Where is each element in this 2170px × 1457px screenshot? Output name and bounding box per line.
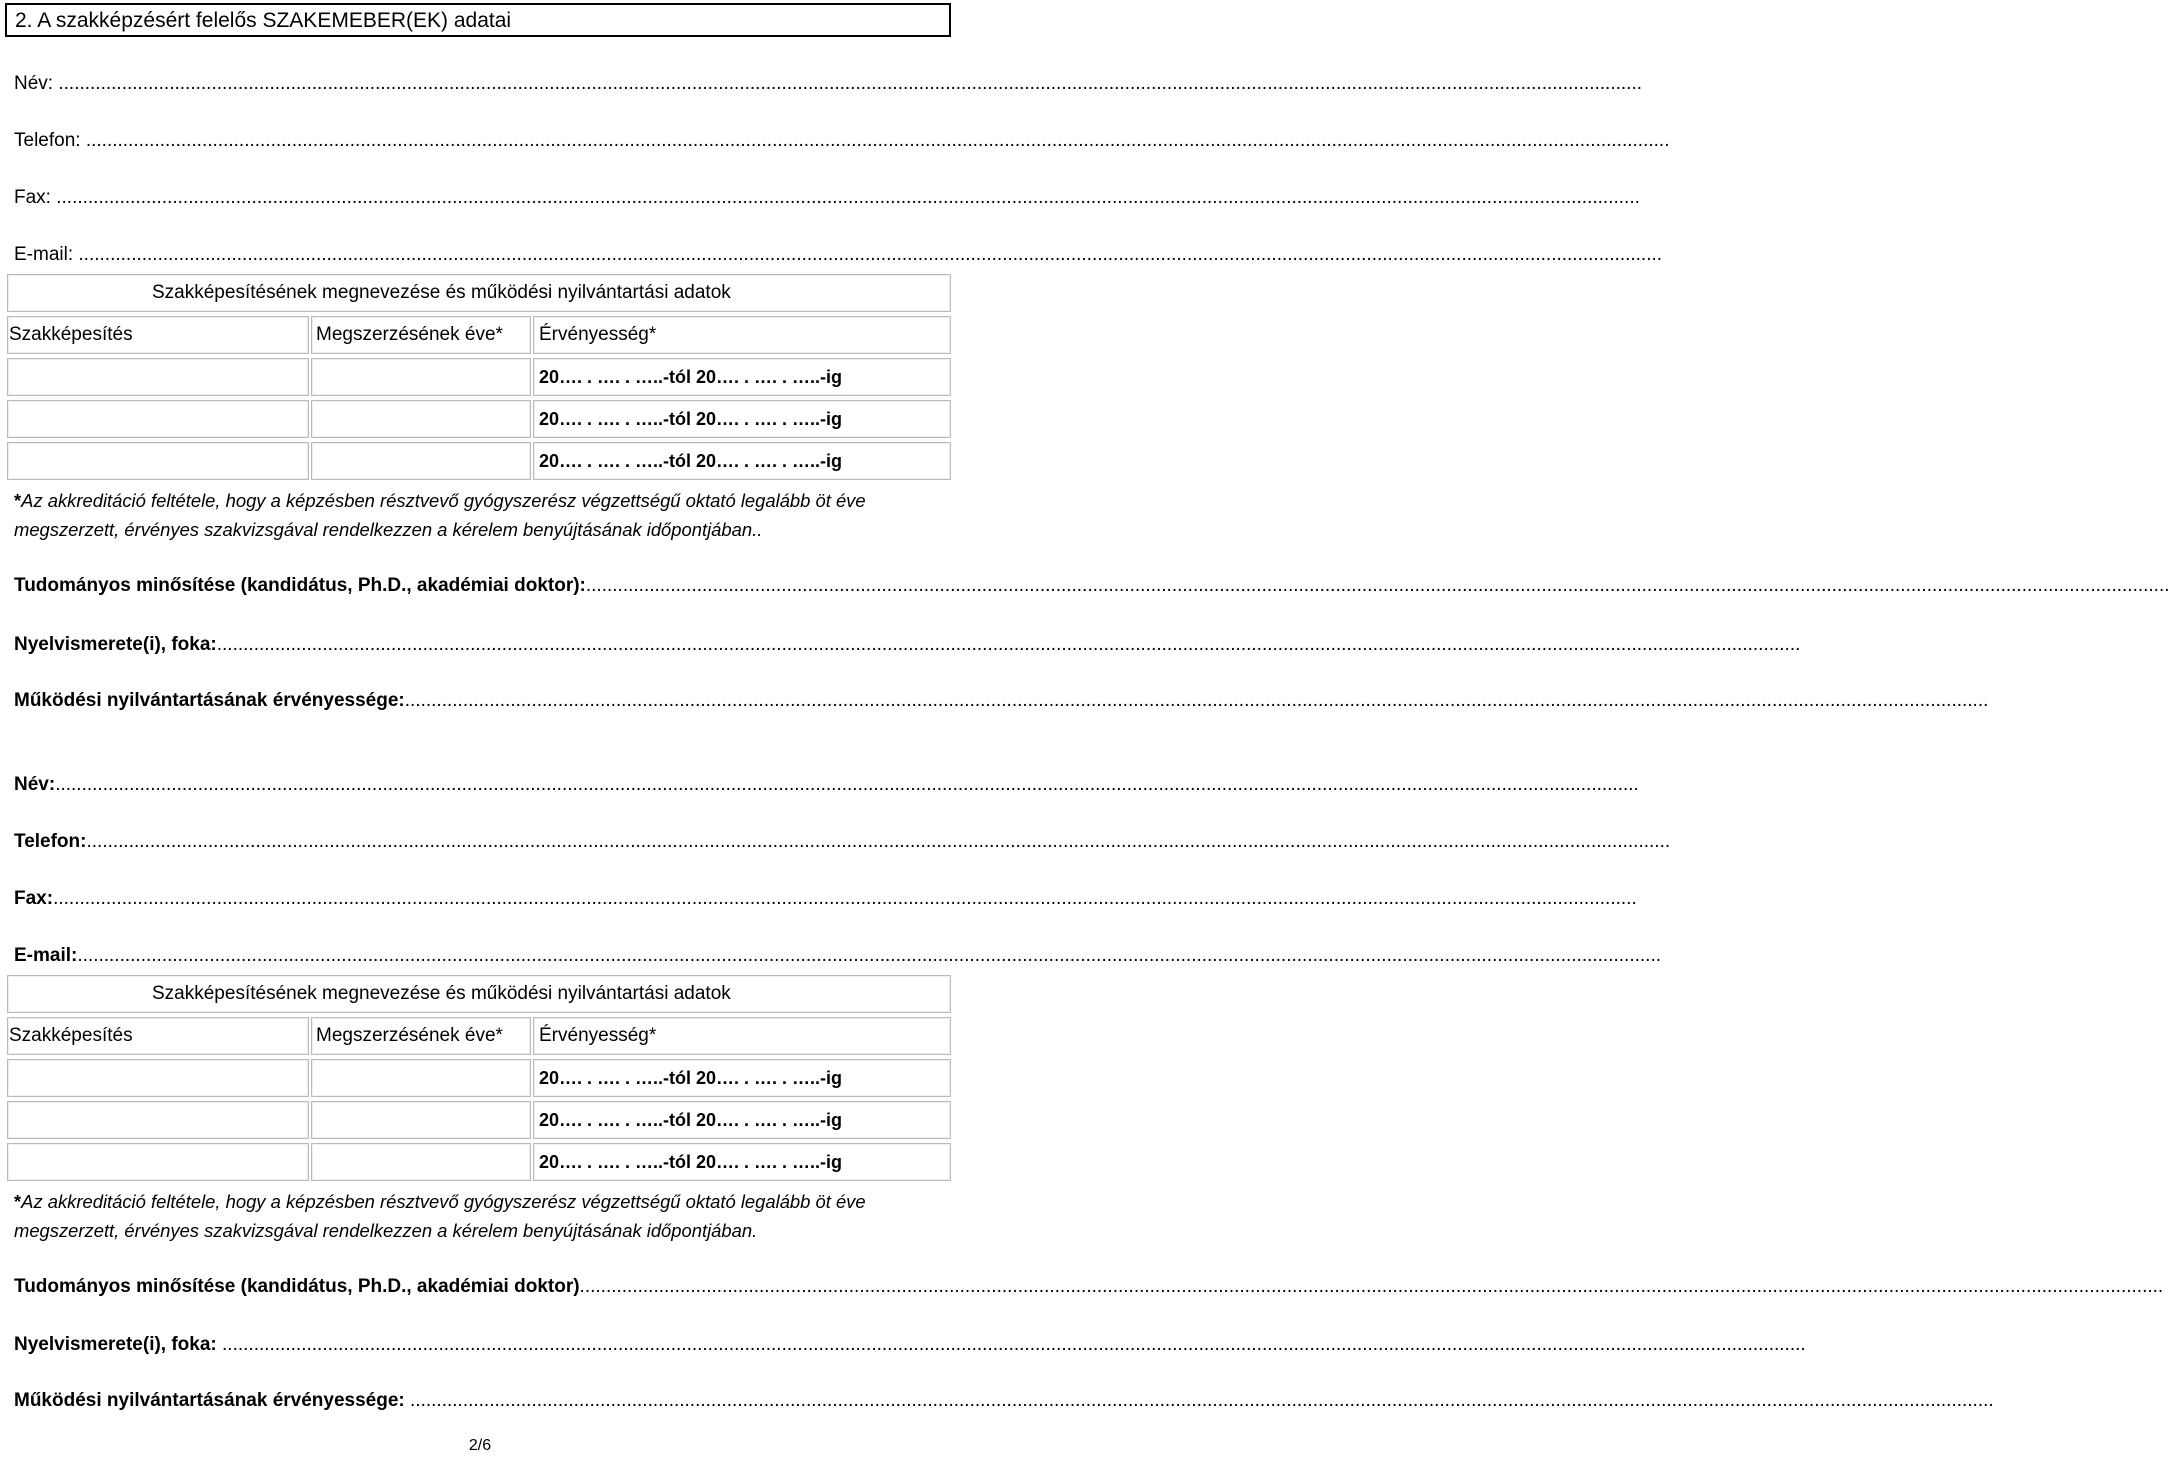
registration-validity-field-2[interactable] (14, 1390, 1994, 1412)
language-field-1[interactable] (14, 634, 1801, 656)
fax-label: Fax: (14, 187, 57, 208)
fax-field-1[interactable] (14, 187, 1640, 209)
name-label: Név: (14, 774, 56, 795)
section-title: 2. A szakképzésért felelős SZAKEMEBER(EK) adatai (5, 3, 951, 37)
szakkepesites-input[interactable] (7, 442, 309, 480)
phone-field-1[interactable] (14, 130, 1670, 152)
szakkepesites-input[interactable] (7, 1143, 309, 1181)
szakkepesites-input[interactable] (7, 1059, 309, 1097)
note-text: Az akkreditáció feltétele, hogy a képzésben résztvevő gyógyszerész végzettségű oktató legalább öt éve megszerzett, érvényes szakvizsgával rendelkezzen a kérelem benyújtásának időpontjában. (14, 1191, 866, 1241)
note-text: Az akkreditáció feltétele, hogy a képzésben résztvevő gyógyszerész végzettségű oktató legalább öt éve megszerzett, érvényes szakvizsgával rendelkezzen a kérelem benyújtásának időpontjában. (14, 490, 866, 540)
ev-input[interactable] (311, 1143, 531, 1181)
fill-dots: ............................................................................................................................................................................................................................................................................................................ (56, 187, 1640, 208)
registration-validity-label: Működési nyilvántartásának érvényessége: (14, 690, 405, 711)
ervenyesseg-value: 20…. . …. . …..-tól 20…. . …. . …..-ig (539, 367, 843, 387)
fill-dots: ............................................................................................................................................................................................................................................................................................................ (58, 73, 1643, 94)
header-ervenyesseg: Érvényesség* (539, 324, 657, 345)
ervenyesseg-value: 20…. . …. . …..-tól 20…. . …. . …..-ig (539, 451, 843, 471)
fill-dots: ............................................................................................................................................................................................................................................................................................................ (85, 130, 1670, 151)
header-szakkepesites: Szakképesítés (9, 1025, 133, 1046)
ev-input[interactable] (311, 442, 531, 480)
note-asterisk: * (14, 490, 22, 511)
name-field-1[interactable] (14, 73, 1643, 95)
accreditation-note (14, 486, 944, 544)
email-field-1[interactable] (14, 244, 1663, 266)
ervenyesseg-value: 20…. . …. . …..-tól 20…. . …. . …..-ig (539, 409, 843, 429)
page-number: 2/6 (468, 1437, 492, 1454)
qualification-label: Tudományos minősítése (kandidátus, Ph.D., akadémiai doktor) (14, 1276, 580, 1297)
accreditation-note (14, 1187, 944, 1245)
fill-dots: ............................................................................................................................................................................................................................................................................................................ (78, 244, 1663, 265)
language-field-2[interactable] (14, 1334, 1806, 1356)
name-field-2[interactable] (14, 774, 1639, 796)
email-label: E-mail: (14, 244, 79, 265)
szakkepesites-input[interactable] (7, 400, 309, 438)
header-megszerzes-eve: Megszerzésének éve* (316, 324, 503, 345)
email-field-2[interactable] (14, 945, 1662, 967)
header-megszerzes-eve: Megszerzésének éve* (316, 1025, 503, 1046)
qualification-label: Tudományos minősítése (kandidátus, Ph.D., akadémiai doktor): (14, 575, 586, 596)
language-label: Nyelvismerete(i), foka: (14, 634, 217, 655)
registration-validity-label: Működési nyilvántartásának érvényessége: (14, 1390, 411, 1411)
qualification-field-2[interactable] (14, 1276, 2164, 1298)
ev-input[interactable] (311, 1101, 531, 1139)
qualification-field-1[interactable] (14, 575, 2170, 597)
phone-label: Telefon: (14, 831, 87, 852)
fill-dots: ............................................................................................................................................................................................................................................................................................................ (53, 888, 1637, 909)
language-label: Nyelvismerete(i), foka: (14, 1334, 223, 1355)
fill-dots: ............................................................................................................................................................................................................................................................................................................ (579, 1276, 2164, 1297)
fill-dots: ............................................................................................................................................................................................................................................................................................................ (86, 831, 1671, 852)
phone-field-2[interactable] (14, 831, 1671, 853)
fax-label: Fax: (14, 888, 54, 909)
name-label: Név: (14, 73, 59, 94)
fill-dots: ............................................................................................................................................................................................................................................................................................................ (585, 575, 2170, 596)
registration-validity-field-1[interactable] (14, 690, 1989, 712)
ev-input[interactable] (311, 1059, 531, 1097)
note-asterisk: * (14, 1191, 22, 1212)
ervenyesseg-value: 20…. . …. . …..-tól 20…. . …. . …..-ig (539, 1152, 843, 1172)
table-caption: Szakképesítésének megnevezése és működési nyilvántartási adatok (152, 983, 731, 1004)
header-ervenyesseg: Érvényesség* (539, 1025, 657, 1046)
note-end: . (757, 519, 763, 540)
szakkepesites-input[interactable] (7, 1101, 309, 1139)
phone-label: Telefon: (14, 130, 86, 151)
ev-input[interactable] (311, 400, 531, 438)
fill-dots: ............................................................................................................................................................................................................................................................................................................ (55, 774, 1639, 795)
fill-dots: ............................................................................................................................................................................................................................................................................................................ (77, 945, 1662, 966)
ev-input[interactable] (311, 358, 531, 396)
header-szakkepesites: Szakképesítés (9, 324, 133, 345)
fill-dots: ............................................................................................................................................................................................................................................................................................................ (216, 634, 1801, 655)
ervenyesseg-value: 20…. . …. . …..-tól 20…. . …. . …..-ig (539, 1110, 843, 1130)
szakkepesites-input[interactable] (7, 358, 309, 396)
fax-field-2[interactable] (14, 888, 1637, 910)
fill-dots: ............................................................................................................................................................................................................................................................................................................ (404, 690, 1989, 711)
ervenyesseg-value: 20…. . …. . …..-tól 20…. . …. . …..-ig (539, 1068, 843, 1088)
fill-dots: ............................................................................................................................................................................................................................................................................................................ (222, 1334, 1806, 1355)
fill-dots: ............................................................................................................................................................................................................................................................................................................ (410, 1390, 1994, 1411)
email-label: E-mail: (14, 945, 78, 966)
table-caption: Szakképesítésének megnevezése és működési nyilvántartási adatok (152, 282, 731, 303)
